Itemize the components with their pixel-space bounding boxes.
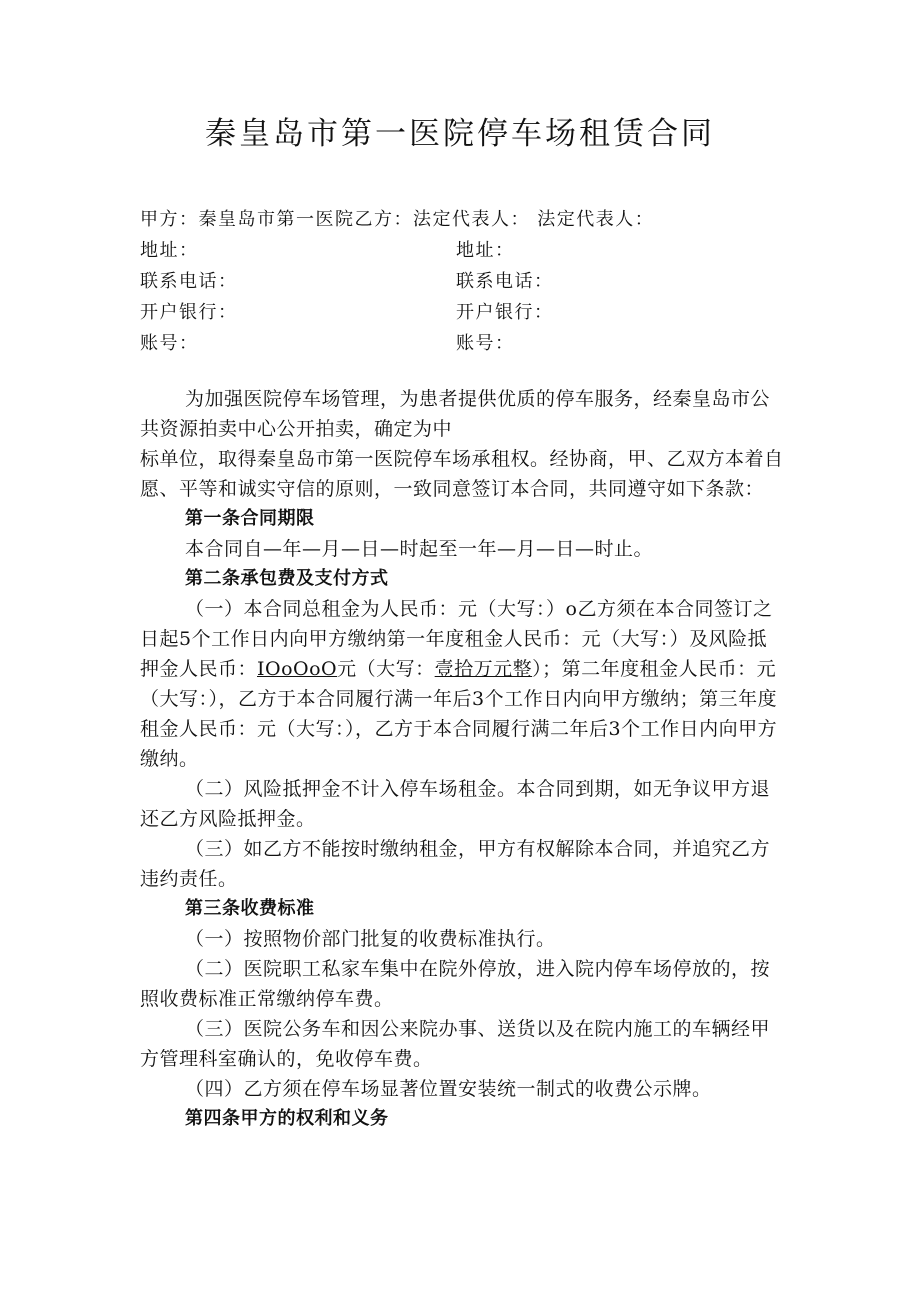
party-line-bank [140, 303, 840, 323]
article-3-clause-2: （二）医院职工私家车集中在院外停放，进入院内停车场停放的，按照收费标准正常缴纳停车费。 [140, 958, 771, 1010]
intro-paragraph-1: 为加强医院停车场管理，为患者提供优质的停车服务，经秦皇岛市公共资源拍卖中心公开拍卖，确定为中 [140, 388, 771, 440]
intro-paragraph-2: 标单位，取得秦皇岛市第一医院停车场承租权。经协商，甲、乙双方本着自愿、平等和诚实守信的原则，一致同意签订本合同，共同遵守如下条款： [140, 448, 784, 500]
party-names-text: 甲方：秦皇岛市第一医院乙方：法定代表人： 法定代表人： [140, 209, 655, 230]
article-2-clause-2: （二）风险抵押金不计入停车场租金。本合同到期，如无争议甲方退还乙方风险抵押金。 [140, 778, 771, 830]
article-1-heading: 第一条合同期限 [185, 508, 315, 529]
article-1-text: 本合同自—年—月—日—时起至一年—月—日—时止。 [185, 538, 654, 560]
party-line-names [140, 210, 840, 230]
party-line-phone [140, 272, 840, 292]
party-b-account-label: 账号： [456, 333, 515, 354]
article-2-clause-3: （三）如乙方不能按时缴纳租金，甲方有权解除本合同，并追究乙方违约责任。 [140, 838, 771, 890]
clause-1-text-c: ）；第二年度租金人民币：元（大写：），乙方于本合同履行满一年后3个工作日内向甲方缴纳；第三年度租金人民币：元（大写：），乙方于本合同履行满二年后3个工作日内向甲方缴纳。 [140, 658, 778, 770]
deposit-amount-words: 壹拾万元整 [434, 658, 533, 680]
party-a-account-label: 账号： [140, 333, 199, 354]
clause-1-text-b: 元（大写： [337, 658, 435, 680]
party-a-address-label: 地址： [140, 240, 199, 261]
article-3-clause-4: （四）乙方须在停车场显著位置安装统一制式的收费公示牌。 [185, 1078, 712, 1100]
party-b-phone-label: 联系电话： [456, 271, 554, 292]
document-title: 秦皇岛市第一医院停车场租赁合同 [205, 116, 715, 152]
article-3-clause-1: （一）按照物价部门批复的收费标准执行。 [185, 928, 556, 950]
party-line-address [140, 241, 840, 261]
clause-1-text-a: （一）本合同总租金为人民币：元（大写：）o乙方须在本合同签订之日起5个工作日内向甲方缴纳第一年度租金人民币：元（大写：）及风险抵押金人民币： [140, 598, 773, 680]
article-3-heading: 第三条收费标准 [185, 898, 315, 919]
article-3-clause-3: （三）医院公务车和因公来院办事、送货以及在院内施工的车辆经甲方管理科室确认的，免收停车费。 [140, 1018, 771, 1070]
article-4-heading: 第四条甲方的权利和义务 [185, 1108, 389, 1129]
contract-body [140, 384, 785, 1134]
party-a-phone-label: 联系电话： [140, 271, 238, 292]
party-a-bank-label: 开户银行： [140, 302, 238, 323]
article-2-clause-1 [140, 594, 785, 774]
party-b-address-label: 地址： [456, 240, 515, 261]
article-2-heading: 第二条承包费及支付方式 [185, 568, 389, 589]
deposit-amount: IOoOoO [257, 658, 338, 680]
party-b-bank-label: 开户银行： [456, 302, 554, 323]
party-line-account [140, 334, 840, 354]
